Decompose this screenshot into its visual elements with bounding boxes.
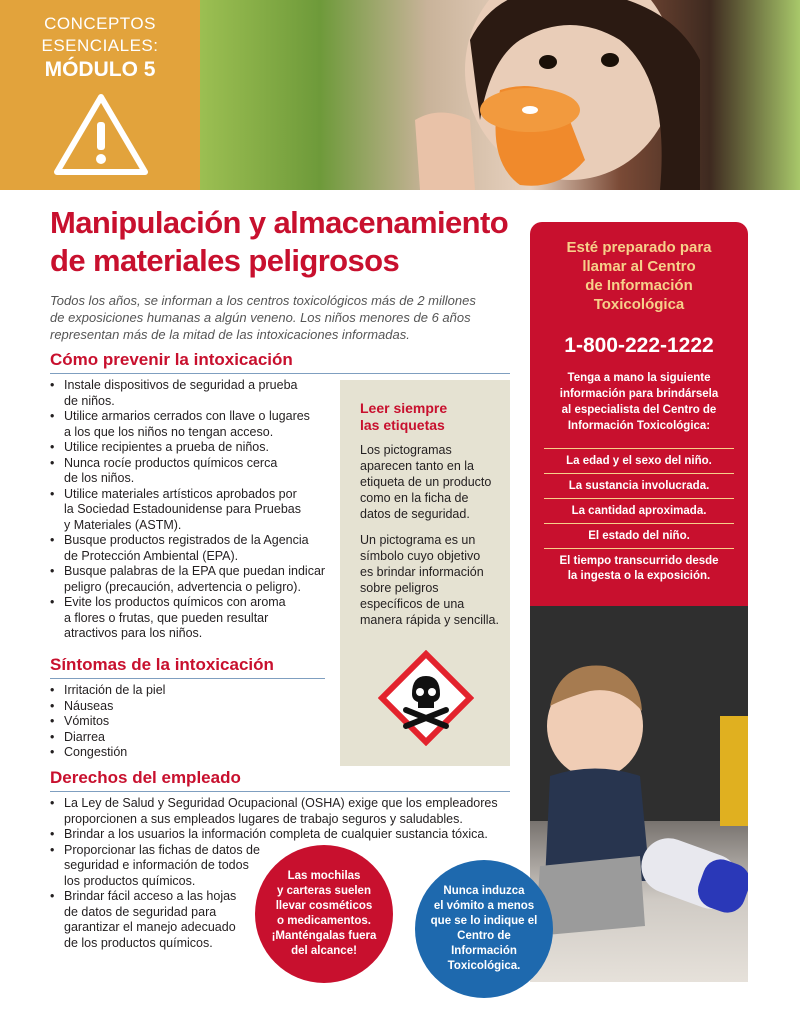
rights-item	[50, 796, 520, 827]
vomit-warning-text	[429, 884, 539, 974]
labels-callout-box	[340, 380, 510, 766]
prevention-item-line: de niños.	[64, 393, 115, 408]
prevention-item-line: de los niños.	[64, 471, 135, 485]
poison-lead-line: Tenga a mano la siguiente	[567, 372, 711, 384]
prevention-item-line: de Protección Ambiental (EPA).	[64, 548, 239, 563]
symptom-item: • Congestión	[50, 745, 310, 761]
poison-lead-line: información para brindársela	[559, 388, 719, 400]
poison-info-item	[544, 548, 734, 588]
poison-head-line: llamar al Centro	[582, 258, 696, 275]
prevention-item	[50, 564, 340, 595]
rights-item-line: • Proporcionar las fichas de datos de	[64, 842, 260, 857]
symptom-item: • Diarrea	[50, 730, 310, 746]
prevention-item	[50, 456, 340, 487]
baby-with-bottle-photo	[530, 606, 748, 982]
backpack-warning-circle	[255, 845, 393, 983]
symptoms-list	[50, 683, 310, 761]
intro-line-1: Todos los años, se informan a los centros toxicológicos más de 2 millones	[50, 293, 476, 308]
prevention-item-line: a flores o frutas, que pueden resultar	[64, 610, 269, 625]
poison-head-line: Esté preparado para	[566, 239, 712, 256]
poison-head-line: de Información	[585, 277, 693, 294]
labels-paragraph-1	[360, 442, 500, 522]
page-title	[50, 204, 530, 280]
poison-lead-line: al especialista del Centro de	[561, 404, 717, 416]
poison-info-item	[544, 498, 734, 523]
prevention-item-line: • Utilice recipientes a prueba de niños.	[64, 440, 269, 454]
prevention-item-line: peligro (precaución, advertencia o peligro).	[64, 579, 301, 594]
labels-p1-line: aparecen tanto en la	[360, 459, 474, 473]
prevention-item	[50, 595, 340, 642]
labels-p1-line: etiqueta de un producto	[360, 475, 492, 489]
poison-info-line: La edad y el sexo del niño.	[566, 455, 712, 467]
intro-line-3: representan más de la mitad de las intoxicaciones informadas.	[50, 327, 410, 342]
rights-item-line: • La Ley de Salud y Seguridad Ocupacional (OSHA) exige que los empleadores	[64, 796, 498, 810]
prevention-item-line: • Instale dispositivos de seguridad a prueba	[64, 378, 298, 392]
poison-info-item	[544, 473, 734, 498]
vomit-warning-line: el vómito a menos	[433, 900, 535, 912]
poison-head-line: Toxicológica	[593, 296, 685, 313]
rights-item-line: proporcionen a sus empleados lugares de trabajo seguros y saludables.	[64, 811, 463, 826]
warning-triangle-icon	[52, 92, 150, 178]
prevention-item	[50, 409, 340, 440]
rights-item-line: seguridad e información de todos	[64, 858, 249, 872]
rights-heading: Derechos del empleado	[50, 768, 510, 792]
labels-p1-line: Los pictogramas	[360, 443, 452, 457]
poison-info-line: El tiempo transcurrido desde	[559, 555, 719, 567]
poison-info-line: La sustancia involucrada.	[568, 480, 710, 492]
prevention-item-line: • Evite los productos químicos con aroma	[64, 595, 286, 609]
prevention-item-line: • Busque productos registrados de la Agencia	[64, 533, 309, 547]
backpack-warning-line: Las mochilas	[287, 870, 361, 882]
labels-p2-line: específicos de una	[360, 597, 465, 611]
rights-item-line: los productos químicos.	[64, 873, 196, 888]
poison-info-line: La cantidad aproximada.	[571, 505, 707, 517]
labels-box-title	[360, 400, 447, 434]
title-line-1: Manipulación y almacenamiento	[50, 205, 509, 240]
vomit-warning-line: Toxicológica.	[447, 960, 521, 972]
prevention-item	[50, 378, 340, 409]
prevention-item-line: atractivos para los niños.	[64, 626, 203, 640]
labels-p2-line: sobre peligros	[360, 581, 439, 595]
backpack-warning-line: llevar cosméticos	[275, 900, 373, 912]
module-badge	[0, 0, 200, 190]
rights-item-line: • Brindar a los usuarios la información completa de cualquier sustancia tóxica.	[64, 827, 488, 841]
labels-p2-line: es brindar información	[360, 565, 484, 579]
vomit-warning-line: Nunca induzca	[443, 885, 525, 897]
intro-line-2: de exposiciones humanas a algún veneno. Los niños menores de 6 años	[50, 310, 471, 325]
prevention-item-line: • Busque palabras de la EPA que puedan indicar	[64, 564, 326, 578]
hero-photo-child-drinking	[200, 0, 800, 190]
title-line-2: de materiales peligrosos	[50, 243, 400, 278]
rights-item-line: de datos de seguridad para	[64, 904, 217, 919]
poison-info-item	[544, 523, 734, 548]
prevention-item-line: • Nunca rocíe productos químicos cerca	[64, 455, 278, 470]
backpack-warning-line: y carteras suelen	[277, 885, 371, 897]
labels-p2-line: Un pictograma es un	[360, 533, 476, 547]
poison-lead-line: Información Toxicológica:	[567, 420, 711, 432]
backpack-warning-line: del alcance!	[291, 945, 357, 957]
prevention-heading: Cómo prevenir la intoxicación	[50, 350, 510, 374]
symptom-item: • Vómitos	[50, 714, 310, 730]
symptom-item: • Irritación de la piel	[50, 683, 310, 699]
prevention-item	[50, 487, 340, 534]
labels-title-line-1: Leer siempre	[360, 400, 448, 416]
labels-p2-line: símbolo cuyo objetivo	[360, 549, 481, 563]
poison-center-info-list	[544, 448, 734, 588]
poison-info-line: la ingesta o la exposición.	[567, 570, 711, 582]
badge-line-1: CONCEPTOS	[44, 14, 156, 33]
poison-center-panel	[530, 222, 748, 606]
poison-info-line: El estado del niño.	[588, 530, 690, 542]
backpack-warning-line: o medicamentos.	[277, 915, 371, 927]
labels-p1-line: datos de seguridad.	[360, 507, 470, 521]
hero-photo-art	[200, 0, 800, 190]
rights-item-line: • Brindar fácil acceso a las hojas	[64, 889, 237, 903]
backpack-warning-text	[272, 869, 377, 959]
symptoms-heading: Síntomas de la intoxicación	[50, 655, 325, 679]
rights-item	[50, 827, 520, 843]
rights-item-line: de los productos químicos.	[64, 935, 213, 950]
vomit-warning-circle	[415, 860, 553, 998]
badge-module-number: MÓDULO 5	[44, 58, 156, 81]
prevention-item-line: a los que los niños no tengan acceso.	[64, 424, 274, 439]
poison-center-lead	[542, 370, 736, 434]
labels-p1-line: como en la ficha de	[360, 491, 469, 505]
labels-p2-line: manera rápida y sencilla.	[360, 613, 499, 627]
poison-info-item	[544, 448, 734, 473]
prevention-item-line: • Utilice armarios cerrados con llave o lugares	[64, 409, 310, 423]
prevention-item-line: y Materiales (ASTM).	[64, 517, 182, 532]
rights-item-line: garantizar el manejo adecuado	[64, 920, 236, 934]
labels-title-line-2: las etiquetas	[360, 417, 445, 433]
prevention-item-line: la Sociedad Estadounidense para Pruebas	[64, 502, 301, 516]
prevention-list	[50, 378, 340, 642]
skull-crossbones-icon	[378, 650, 474, 746]
vomit-warning-line: que se lo indique el	[430, 915, 538, 927]
badge-line-2: ESENCIALES:	[41, 36, 159, 55]
poison-center-phone: 1-800-222-1222	[564, 334, 714, 357]
symptom-item: • Náuseas	[50, 699, 310, 715]
labels-paragraph-2	[360, 532, 500, 628]
prevention-item-line: • Utilice materiales artísticos aprobados por	[64, 486, 297, 501]
baby-photo-art	[530, 606, 748, 982]
prevention-item	[50, 440, 340, 456]
poison-center-heading	[540, 238, 738, 314]
vomit-warning-line: Centro de Información	[451, 930, 517, 957]
prevention-item	[50, 533, 340, 564]
backpack-warning-line: ¡Manténgalas fuera	[271, 930, 377, 942]
intro-paragraph	[50, 292, 512, 343]
